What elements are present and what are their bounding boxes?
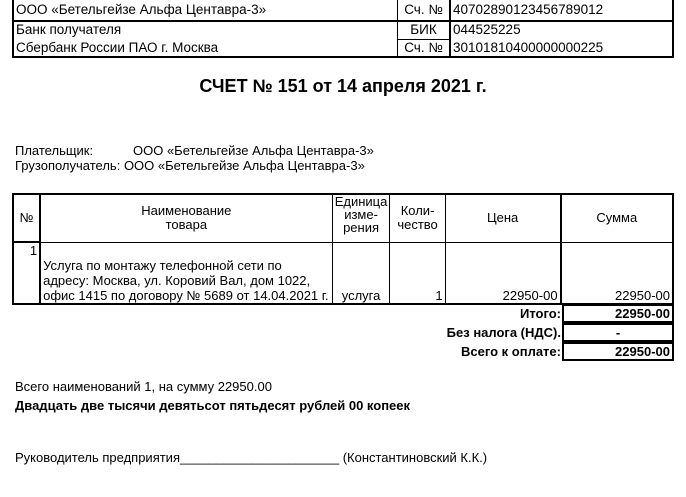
consignee-label: Грузополучатель:	[15, 158, 121, 173]
header-sum: Сумма	[561, 194, 673, 242]
recipient-account: 40702890123456789012	[453, 2, 604, 17]
header-name-line2: товара	[165, 217, 208, 233]
due-value: 22950-00	[562, 342, 674, 361]
signature-blank: ______________________	[180, 450, 340, 465]
header-qty-line1: Коли-	[400, 203, 435, 219]
due-label: Всего к оплате:	[461, 344, 561, 359]
bank-label: Банк получателя	[16, 22, 122, 37]
row-qty: 1	[390, 242, 445, 304]
bik-label: БИК	[410, 22, 437, 37]
row-sum: 22950-00	[561, 242, 673, 304]
vat-label: Без налога (НДС).	[446, 325, 561, 340]
header-num: №	[13, 194, 40, 242]
header-price: Цена	[445, 194, 560, 242]
header-unit-line3: рения	[343, 220, 380, 235]
consignee-name: ООО «Бетельгейзе Альфа Центавра-3»	[123, 158, 365, 173]
header-name-line1: Наименование	[141, 203, 232, 219]
bank-details-block	[12, 0, 674, 58]
corr-account: 30101810400000000225	[453, 40, 604, 55]
header-name	[40, 194, 332, 242]
payer-label: Плательщик:	[15, 143, 94, 158]
recipient-account-label: Сч. №	[404, 2, 443, 17]
header-unit-line2: изме-	[344, 207, 378, 222]
row-name: Услуга по монтажу телефонной сети по адресу: Москва, ул. Коровий Вал, дом 1022, офис 1415 по договору № 5689 от 14.04.2021 г.	[40, 242, 332, 304]
items-table	[12, 193, 674, 305]
header-qty	[390, 194, 445, 242]
consignee-line	[15, 158, 365, 173]
items-count-line: Всего наименований 1, на сумму 22950.00	[15, 379, 272, 394]
recipient-name: ООО «Бетельгейзе Альфа Центавра-3»	[16, 2, 267, 17]
header-unit	[332, 194, 390, 242]
payer-name: ООО «Бетельгейзе Альфа Центавра-3»	[133, 143, 374, 158]
table-row	[13, 242, 673, 304]
row-num: 1	[13, 242, 40, 304]
signature-label: Руководитель предприятия	[15, 450, 180, 465]
table-header-row	[13, 194, 673, 242]
header-qty-line2: чество	[397, 217, 438, 233]
amount-in-words: Двадцать две тысячи девятьсот пятьдесят рублей 00 копеек	[15, 398, 411, 413]
total-value: 22950-00	[562, 304, 674, 323]
corr-account-label: Сч. №	[404, 40, 443, 55]
header-unit-line1: Единица	[334, 194, 388, 209]
row-unit: услуга	[332, 242, 390, 304]
bank-name: Сбербанк России ПАО г. Москва	[16, 40, 219, 55]
signature-line	[15, 450, 487, 465]
payer-line	[15, 143, 374, 158]
row-price: 22950-00	[445, 242, 560, 304]
divider	[449, 0, 451, 58]
invoice-title: СЧЕТ № 151 от 14 апреля 2021 г.	[199, 76, 487, 96]
total-label: Итого:	[520, 306, 561, 321]
bik-value: 044525225	[453, 22, 521, 37]
vat-value: -	[562, 323, 674, 342]
signatory-name: (Константиновский К.К.)	[342, 450, 488, 465]
